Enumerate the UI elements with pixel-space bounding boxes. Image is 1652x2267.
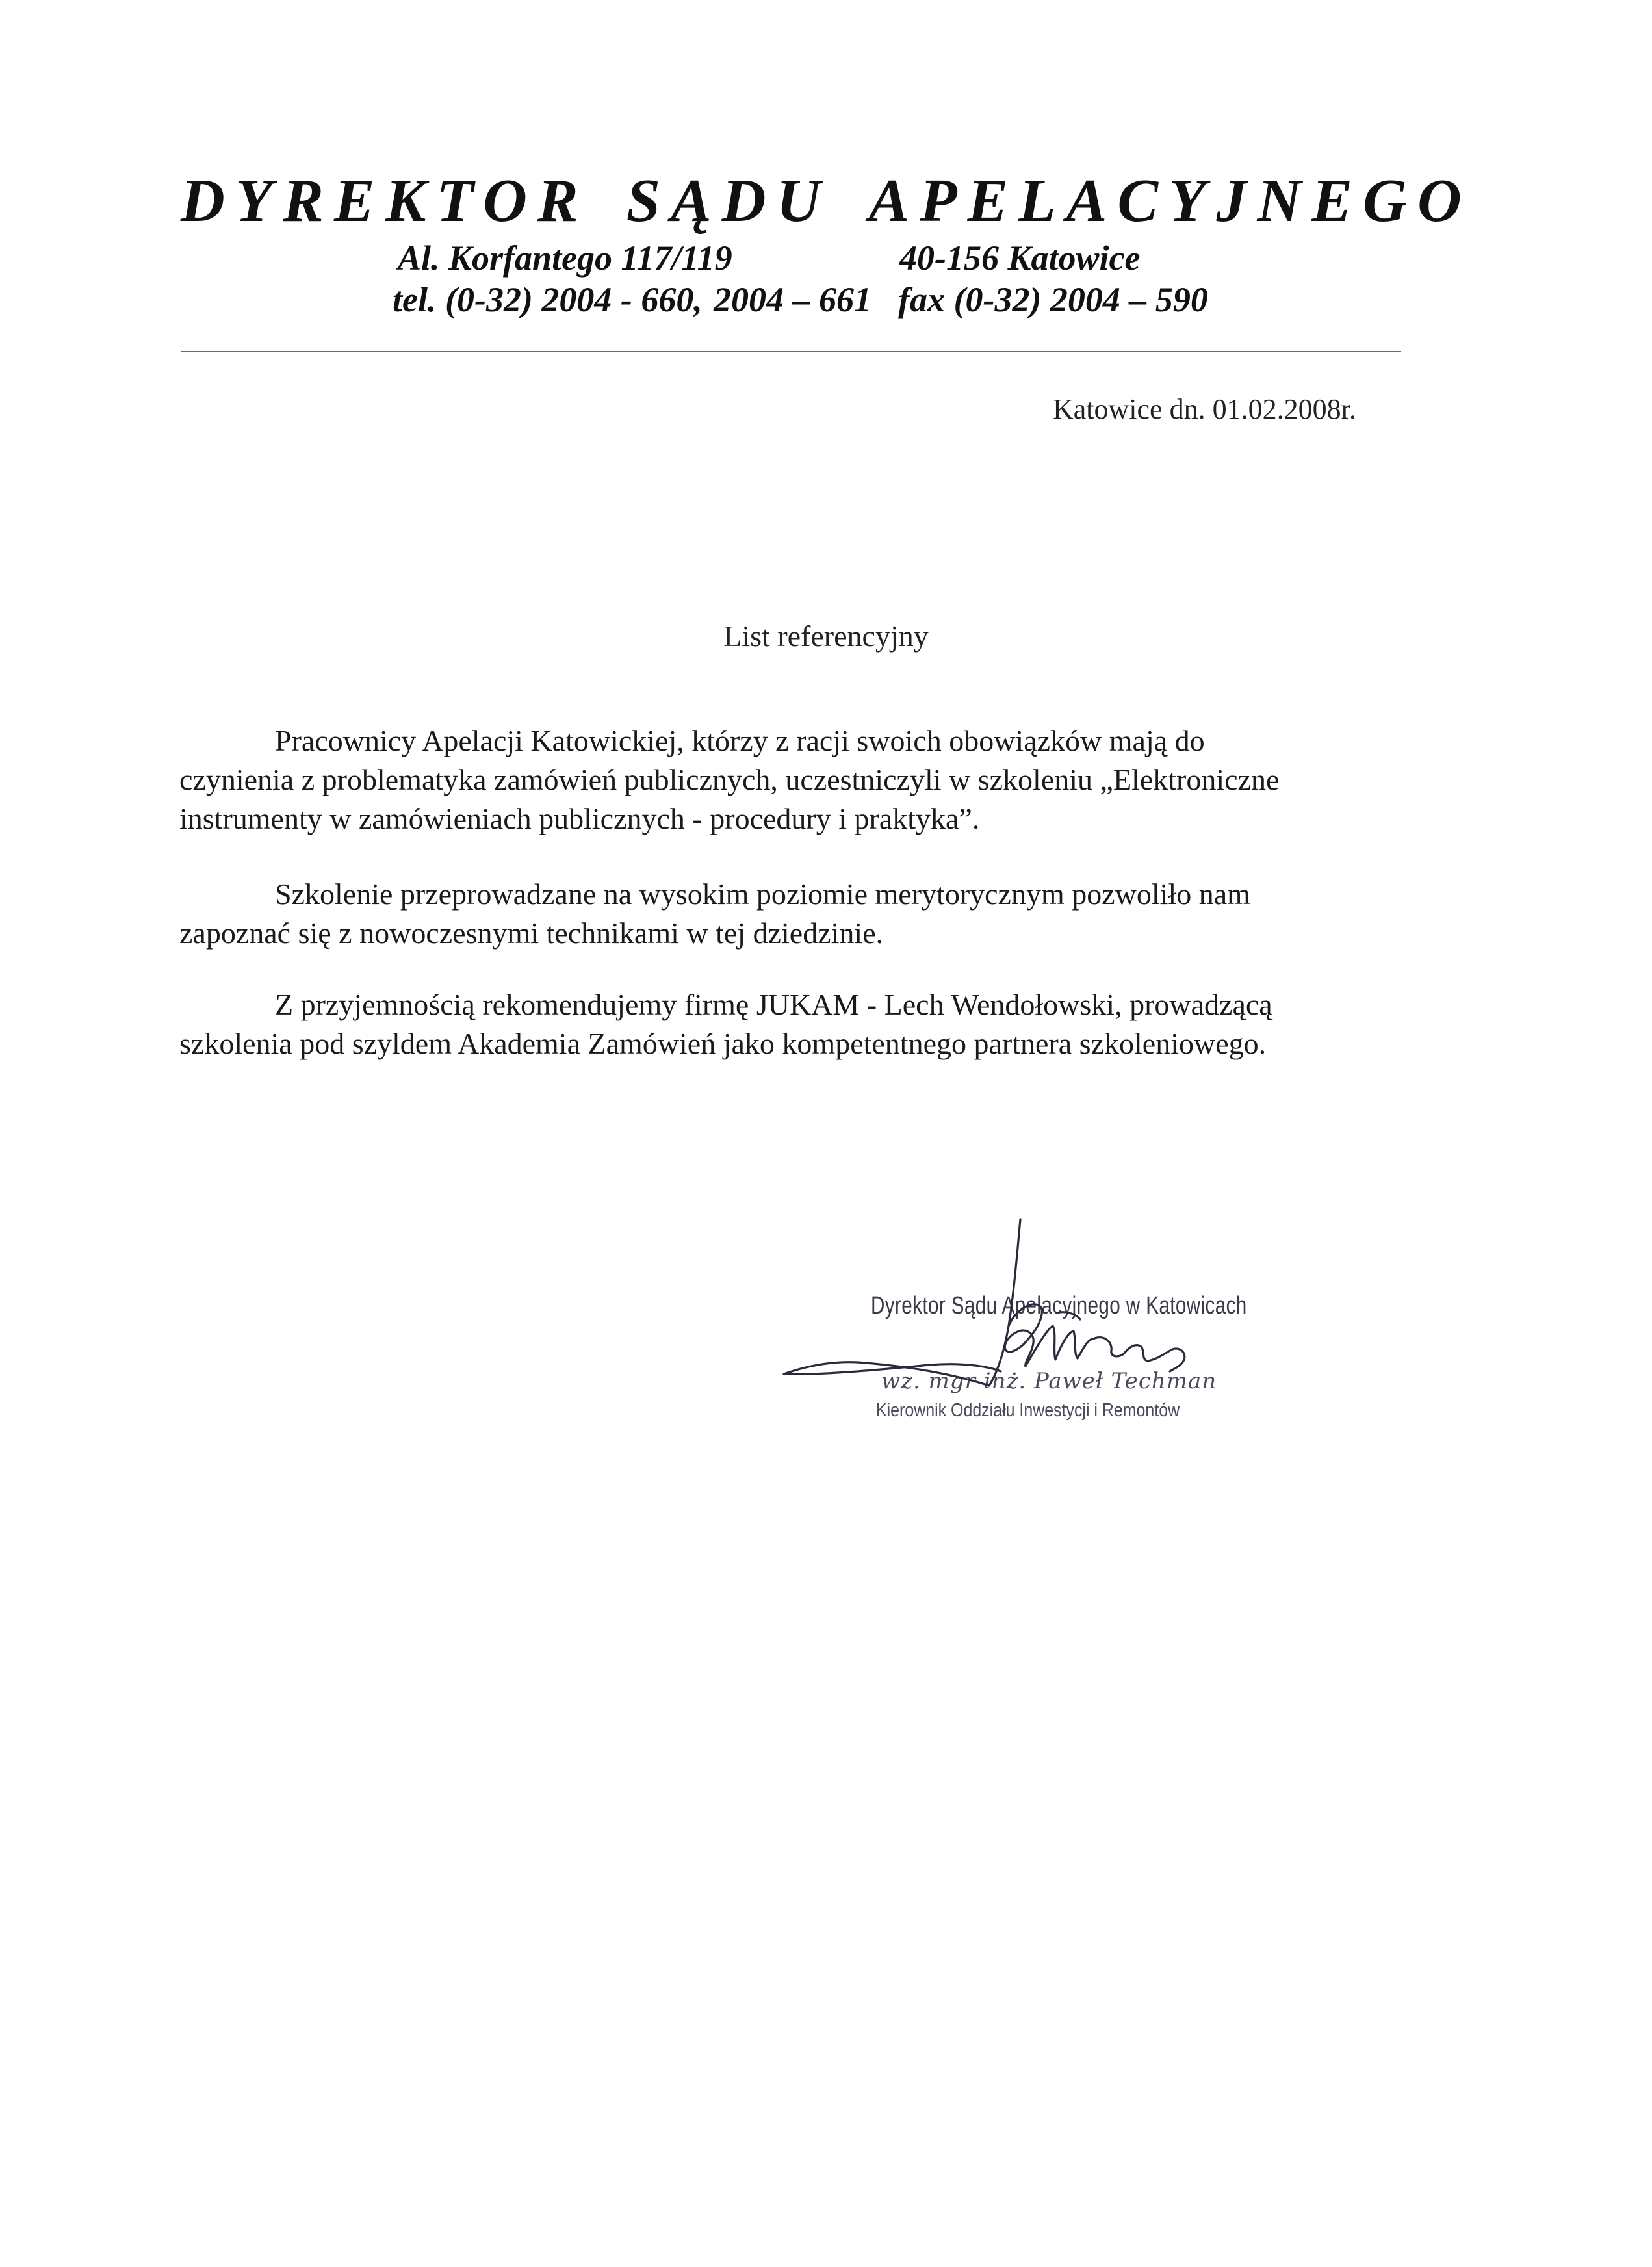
letterhead-phone-2: 2004 – 661 (714, 280, 871, 319)
letterhead-phone-1: tel. (0-32) 2004 - 660, (393, 280, 703, 319)
paragraph-line: zapoznać się z nowoczesnymi technikami w tej dziedzinie. (179, 916, 884, 950)
stamp-position-line: Kierownik Oddziału Inwestycji i Remontów (876, 1400, 1180, 1421)
letterhead-title (181, 167, 1472, 235)
stamp-office-line: Dyrektor Sądu Apelacyjnego w Katowicach (871, 1292, 1247, 1319)
paragraph-line: Z przyjemnością rekomendujemy firmę JUKAM - Lech Wendołowski, prowadzącą (275, 988, 1272, 1021)
letterhead-street: Al. Korfantego 117/119 (398, 239, 732, 278)
letterhead-fax: fax (0-32) 2004 – 590 (898, 280, 1208, 319)
letter-date: Katowice dn. 01.02.2008r. (1053, 393, 1356, 425)
letterhead-city: 40-156 Katowice (899, 239, 1141, 278)
signature-stamp (780, 1215, 1274, 1436)
letterhead-title-word-1: DYREKTOR (181, 167, 589, 235)
body-paragraph-3 (179, 985, 1388, 1063)
letter-subject: List referencyjny (723, 619, 929, 653)
letterhead-title-word-2: SĄDU (626, 167, 831, 235)
paragraph-line: instrumenty w zamówieniach publicznych - procedury i praktyka”. (179, 802, 980, 835)
paragraph-line: szkolenia pod szyldem Akademia Zamówień jako kompetentnego partnera szkoleniowego. (179, 1027, 1267, 1060)
paragraph-line: Pracownicy Apelacji Katowickiej, którzy z racji swoich obowiązków mają do (275, 724, 1205, 757)
handwritten-signature (780, 1215, 1274, 1436)
letterhead-divider (181, 351, 1401, 352)
body-paragraph-2 (179, 875, 1388, 953)
paragraph-line: czynienia z problematyka zamówień publicznych, uczestniczyli w szkoleniu „Elektroniczne (179, 763, 1280, 796)
letterhead-title-word-3: APELACYJNEGO (868, 167, 1472, 235)
paragraph-line: Szkolenie przeprowadzane na wysokim poziomie merytorycznym pozwoliło nam (275, 877, 1250, 911)
body-paragraph-1 (179, 721, 1388, 838)
stamp-signatory-line: wz. mgr inż. Paweł Techman (881, 1368, 1217, 1394)
